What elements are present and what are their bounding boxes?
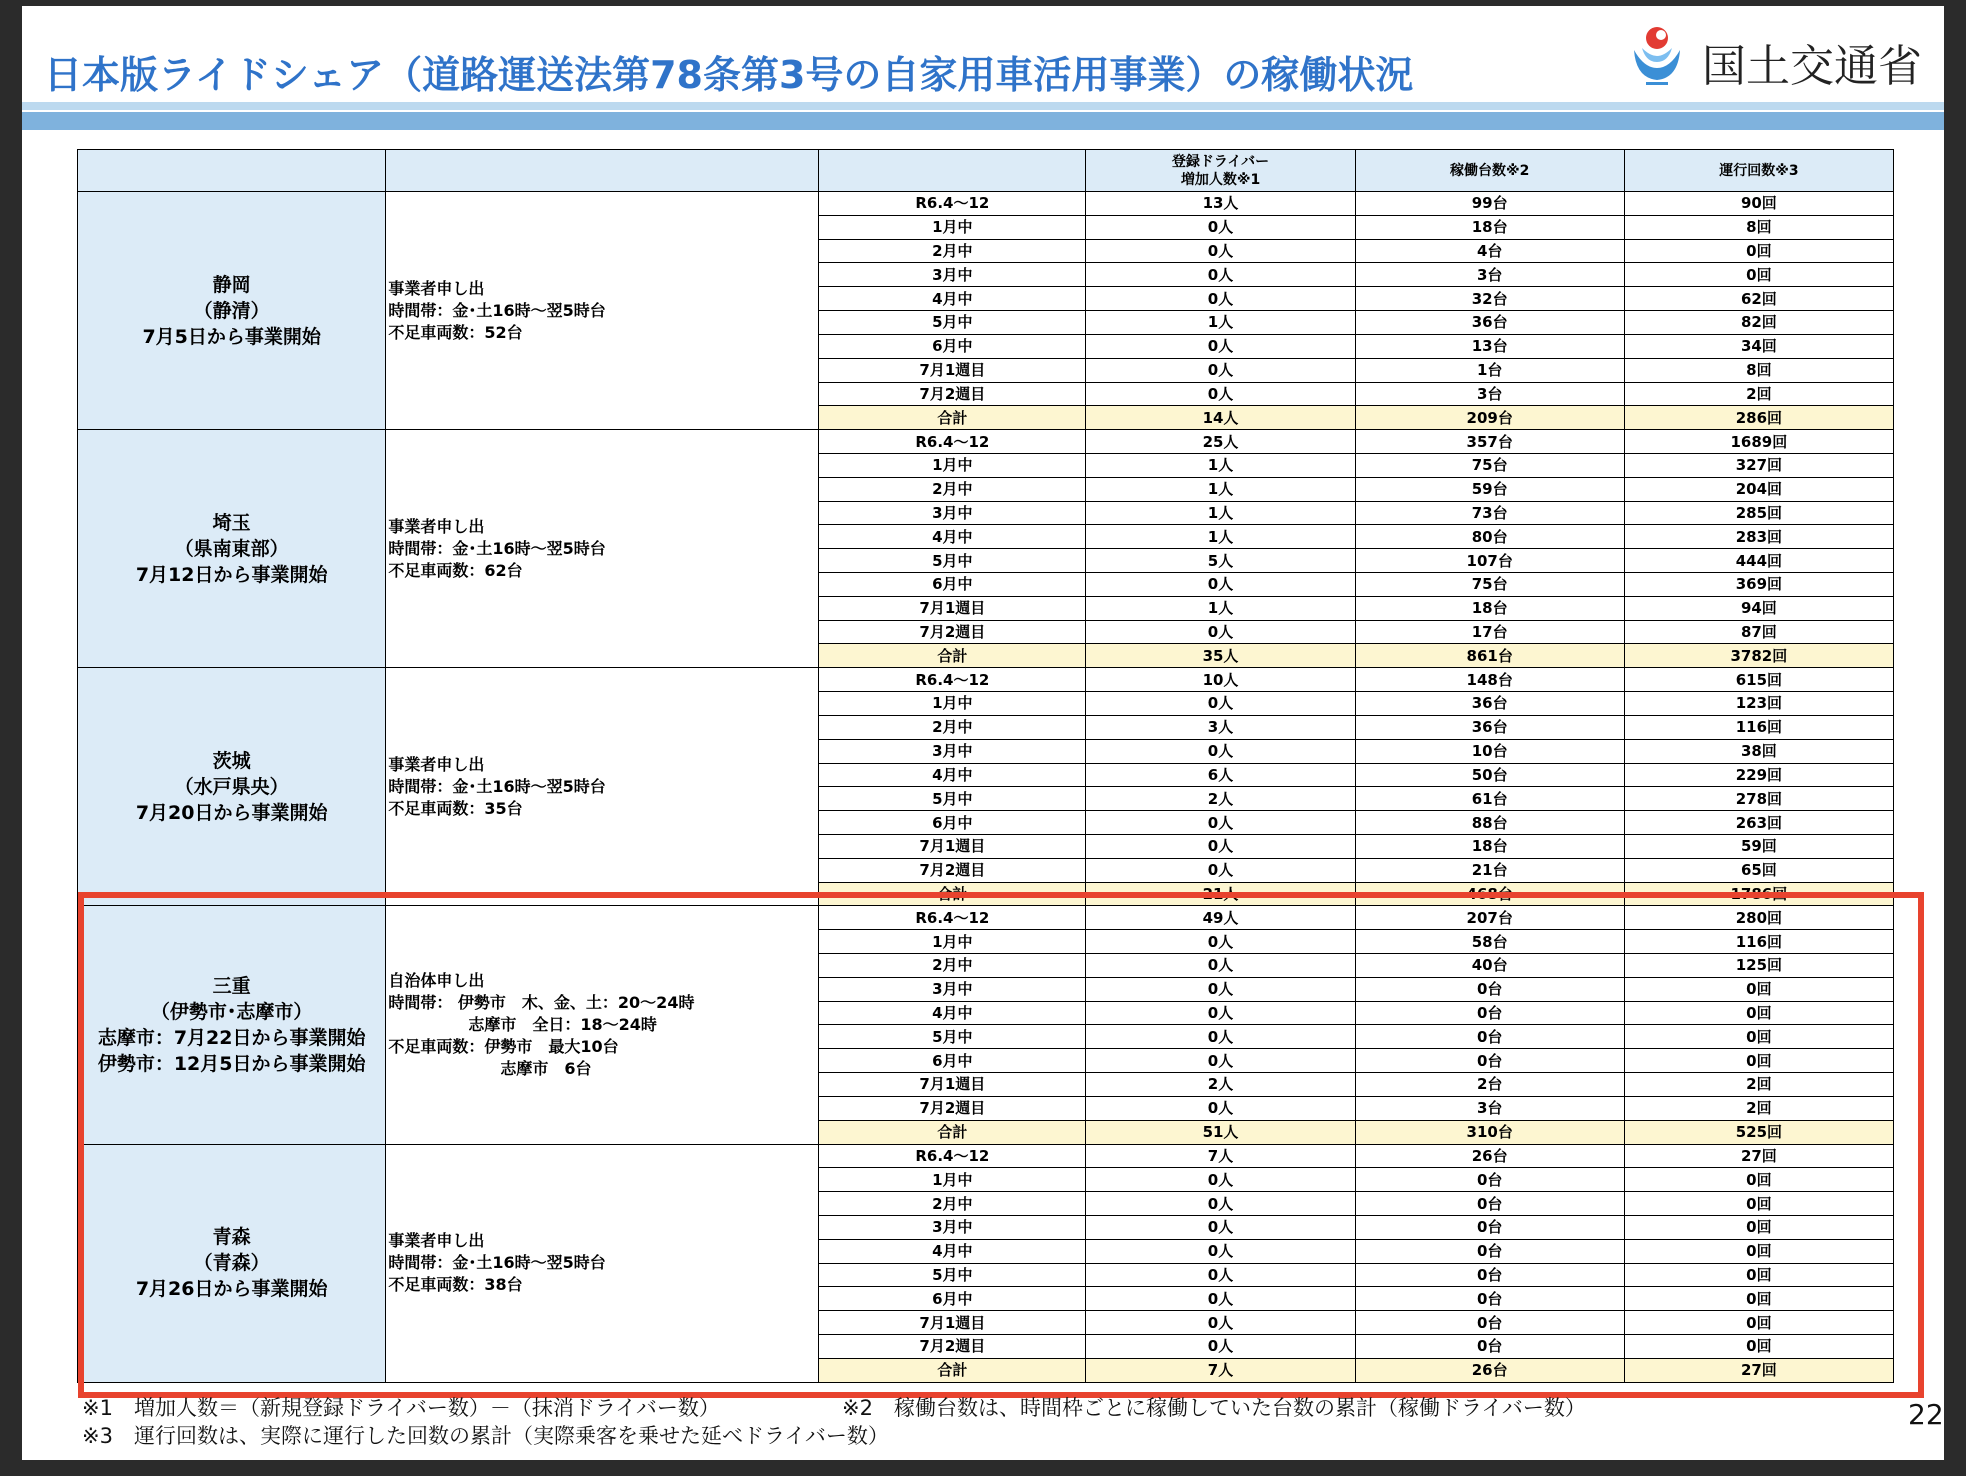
vehicles-cell: 0台 [1355,1263,1624,1287]
vehicles-cell: 73台 [1355,501,1624,525]
header-cell [386,150,819,192]
period-label: 7月2週目 [819,1335,1086,1359]
period-label: 5月中 [819,1263,1086,1287]
header-drivers: 登録ドライバー 増加人数※1 [1086,150,1355,192]
period-label: 6月中 [819,811,1086,835]
region-name-line: 7月20日から事業開始 [135,801,328,824]
vehicles-cell: 36台 [1355,692,1624,716]
period-label: 5月中 [819,1025,1086,1049]
period-label: 4月中 [819,763,1086,787]
region-name-line: 7月12日から事業開始 [135,563,328,586]
region-description: 事業者申し出 時間帯：金･土16時～翌5時台 不足車両数：38台 [386,1144,819,1383]
trips-cell: 0回 [1624,1001,1893,1025]
period-label: 6月中 [819,334,1086,358]
period-label: 1月中 [819,692,1086,716]
period-label: 1月中 [819,215,1086,239]
drivers-cell: 0人 [1086,287,1355,311]
vehicles-cell: 209台 [1355,406,1624,430]
region-name-line: （青森） [193,1252,270,1275]
vehicles-cell: 148台 [1355,668,1624,692]
vehicles-cell: 59台 [1355,477,1624,501]
drivers-cell: 10人 [1086,668,1355,692]
drivers-cell: 1人 [1086,525,1355,549]
region-name-line: （県南東部） [174,537,289,560]
vehicles-cell: 0台 [1355,1239,1624,1263]
period-label: 7月1週目 [819,1073,1086,1097]
vehicles-cell: 3台 [1355,263,1624,287]
table-row [78,192,1894,216]
drivers-cell: 0人 [1086,573,1355,597]
period-label: 2月中 [819,954,1086,978]
period-label: 4月中 [819,287,1086,311]
drivers-cell: 0人 [1086,811,1355,835]
period-label: 2月中 [819,715,1086,739]
page-number: 22 [1908,1398,1944,1431]
mlit-logo-icon [1626,20,1688,86]
trips-cell: 27回 [1624,1144,1893,1168]
table-row [78,906,1894,930]
vehicles-cell: 0台 [1355,1168,1624,1192]
region-name-line: 青森 [212,1226,251,1249]
period-label: 4月中 [819,525,1086,549]
drivers-cell: 51人 [1086,1120,1355,1144]
region-name-line: 三重 [212,974,251,997]
period-label: 1月中 [819,453,1086,477]
period-label: R6.4～12 [819,668,1086,692]
trips-cell: 0回 [1624,1239,1893,1263]
vehicles-cell: 75台 [1355,453,1624,477]
vehicles-cell: 18台 [1355,834,1624,858]
region-description: 自治体申し出 時間帯： 伊勢市 木、金、土：20～24時 志摩市 全日：18～24時 不足車両数：伊勢市 最大10台 志摩市 6台 [386,906,819,1144]
vehicles-cell: 18台 [1355,596,1624,620]
trips-cell: 87回 [1624,620,1893,644]
trips-cell: 90回 [1624,192,1893,216]
trips-cell: 2回 [1624,382,1893,406]
trips-cell: 204回 [1624,477,1893,501]
trips-cell: 3782回 [1624,644,1893,668]
trips-cell: 286回 [1624,406,1893,430]
vehicles-cell: 10台 [1355,739,1624,763]
trips-cell: 263回 [1624,811,1893,835]
trips-cell: 123回 [1624,692,1893,716]
trips-cell: 0回 [1624,1049,1893,1073]
vehicles-cell: 3台 [1355,382,1624,406]
trips-cell: 285回 [1624,501,1893,525]
drivers-cell: 0人 [1086,1168,1355,1192]
vehicles-cell: 310台 [1355,1120,1624,1144]
region-cell [78,906,386,1144]
trips-cell: 1786回 [1624,882,1893,906]
vehicles-cell: 26台 [1355,1144,1624,1168]
footnote-3: ※3 運行回数は、実際に運行した回数の累計（実際乗客を乗せた延べドライバー数） [82,1424,889,1448]
trips-cell: 0回 [1624,1263,1893,1287]
vehicles-cell: 0台 [1355,1001,1624,1025]
vehicles-cell: 50台 [1355,763,1624,787]
vehicles-cell: 4台 [1355,239,1624,263]
vehicles-cell: 468台 [1355,882,1624,906]
vehicles-cell: 1台 [1355,358,1624,382]
period-label: 3月中 [819,1215,1086,1239]
region-name-line: 伊勢市：12月5日から事業開始 [97,1052,366,1075]
drivers-cell: 21人 [1086,882,1355,906]
region-description: 事業者申し出 時間帯：金･土16時～翌5時台 不足車両数：62台 [386,430,819,668]
period-label: 7月2週目 [819,382,1086,406]
vehicles-cell: 26台 [1355,1358,1624,1382]
vehicles-cell: 17台 [1355,620,1624,644]
drivers-cell: 0人 [1086,239,1355,263]
footnote-2: ※2 稼働台数は、時間枠ごとに稼働していた台数の累計（稼働ドライバー数） [842,1396,1586,1420]
drivers-cell: 2人 [1086,787,1355,811]
region-description: 事業者申し出 時間帯：金･土16時～翌5時台 不足車両数：35台 [386,668,819,906]
drivers-cell: 0人 [1086,215,1355,239]
vehicles-cell: 207台 [1355,906,1624,930]
drivers-cell: 0人 [1086,620,1355,644]
trips-cell: 59回 [1624,834,1893,858]
footnote-1: ※1 増加人数＝（新規登録ドライバー数）－（抹消ドライバー数） [82,1396,720,1420]
vehicles-cell: 36台 [1355,715,1624,739]
vehicles-cell: 0台 [1355,1215,1624,1239]
trips-cell: 278回 [1624,787,1893,811]
trips-cell: 0回 [1624,263,1893,287]
drivers-cell: 7人 [1086,1144,1355,1168]
region-name-line: 茨城 [212,749,251,772]
period-label: 7月1週目 [819,1311,1086,1335]
drivers-cell: 0人 [1086,1215,1355,1239]
region-name-line: （伊勢市･志摩市） [150,1000,313,1023]
trips-cell: 34回 [1624,334,1893,358]
vehicles-cell: 0台 [1355,1192,1624,1216]
period-label: 2月中 [819,239,1086,263]
vehicles-cell: 0台 [1355,1049,1624,1073]
vehicles-cell: 88台 [1355,811,1624,835]
drivers-cell: 49人 [1086,906,1355,930]
period-label: 合計 [819,406,1086,430]
drivers-cell: 0人 [1086,977,1355,1001]
period-label: 合計 [819,882,1086,906]
trips-cell: 0回 [1624,977,1893,1001]
drivers-cell: 0人 [1086,930,1355,954]
trips-cell: 94回 [1624,596,1893,620]
period-label: R6.4～12 [819,1144,1086,1168]
vehicles-cell: 357台 [1355,430,1624,454]
drivers-cell: 0人 [1086,1287,1355,1311]
trips-cell: 369回 [1624,573,1893,597]
vehicles-cell: 0台 [1355,1287,1624,1311]
trips-cell: 65回 [1624,858,1893,882]
ministry-logo-text: 国土交通省 [1702,41,1922,92]
vehicles-cell: 0台 [1355,1335,1624,1359]
drivers-cell: 0人 [1086,263,1355,287]
trips-cell: 615回 [1624,668,1893,692]
region-name-line: 静岡 [212,273,251,296]
header-row [78,150,1894,192]
vehicles-cell: 861台 [1355,644,1624,668]
drivers-cell: 0人 [1086,834,1355,858]
table-row [78,430,1894,454]
period-label: 4月中 [819,1239,1086,1263]
drivers-cell: 25人 [1086,430,1355,454]
period-label: 1月中 [819,1168,1086,1192]
region-name-line: （静清） [193,299,270,322]
header-cell [78,150,386,192]
region-cell [78,1144,386,1383]
vehicles-cell: 0台 [1355,1025,1624,1049]
region-name-line: （水戸県央） [174,775,289,798]
trips-cell: 27回 [1624,1358,1893,1382]
trips-cell: 0回 [1624,239,1893,263]
header-trips: 運行回数※3 [1624,150,1893,192]
region-name-line: 志摩市：7月22日から事業開始 [97,1026,366,1049]
period-label: 6月中 [819,573,1086,597]
trips-cell: 125回 [1624,954,1893,978]
period-label: 3月中 [819,263,1086,287]
drivers-cell: 1人 [1086,596,1355,620]
drivers-cell: 1人 [1086,477,1355,501]
period-label: 合計 [819,1358,1086,1382]
trips-cell: 0回 [1624,1335,1893,1359]
drivers-cell: 0人 [1086,1239,1355,1263]
trips-cell: 0回 [1624,1287,1893,1311]
period-label: 7月1週目 [819,834,1086,858]
drivers-cell: 0人 [1086,358,1355,382]
drivers-cell: 13人 [1086,192,1355,216]
trips-cell: 327回 [1624,453,1893,477]
vehicles-cell: 80台 [1355,525,1624,549]
drivers-cell: 3人 [1086,715,1355,739]
period-label: 2月中 [819,1192,1086,1216]
vehicles-cell: 107台 [1355,549,1624,573]
drivers-cell: 1人 [1086,453,1355,477]
drivers-cell: 0人 [1086,1025,1355,1049]
period-label: 4月中 [819,1001,1086,1025]
trips-cell: 8回 [1624,358,1893,382]
period-label: R6.4～12 [819,192,1086,216]
period-label: 3月中 [819,977,1086,1001]
period-label: 7月2週目 [819,858,1086,882]
period-label: 7月2週目 [819,620,1086,644]
drivers-cell: 14人 [1086,406,1355,430]
drivers-cell: 7人 [1086,1358,1355,1382]
period-label: 2月中 [819,477,1086,501]
trips-cell: 283回 [1624,525,1893,549]
trips-cell: 0回 [1624,1168,1893,1192]
period-label: 3月中 [819,501,1086,525]
slide [22,6,1944,1460]
period-label: 5月中 [819,311,1086,335]
drivers-cell: 0人 [1086,334,1355,358]
period-label: 7月2週目 [819,1096,1086,1120]
header-vehicles: 稼働台数※2 [1355,150,1624,192]
trips-cell: 0回 [1624,1215,1893,1239]
drivers-cell: 6人 [1086,763,1355,787]
region-description: 事業者申し出 時間帯：金･土16時～翌5時台 不足車両数：52台 [386,192,819,430]
drivers-cell: 0人 [1086,739,1355,763]
period-label: 6月中 [819,1287,1086,1311]
title-rule [22,102,1944,110]
drivers-cell: 0人 [1086,1001,1355,1025]
header-cell [819,150,1086,192]
period-label: R6.4～12 [819,430,1086,454]
trips-cell: 116回 [1624,715,1893,739]
period-label: 合計 [819,1120,1086,1144]
drivers-cell: 0人 [1086,1263,1355,1287]
drivers-cell: 0人 [1086,692,1355,716]
drivers-cell: 0人 [1086,1311,1355,1335]
drivers-cell: 5人 [1086,549,1355,573]
drivers-cell: 0人 [1086,954,1355,978]
drivers-cell: 0人 [1086,1049,1355,1073]
drivers-cell: 0人 [1086,1335,1355,1359]
period-label: 7月1週目 [819,358,1086,382]
vehicles-cell: 0台 [1355,1311,1624,1335]
trips-cell: 0回 [1624,1311,1893,1335]
region-cell [78,430,386,668]
region-name-line: 埼玉 [212,511,251,534]
period-label: 7月1週目 [819,596,1086,620]
region-cell [78,192,386,430]
vehicles-cell: 58台 [1355,930,1624,954]
period-label: 1月中 [819,930,1086,954]
trips-cell: 82回 [1624,311,1893,335]
trips-cell: 62回 [1624,287,1893,311]
period-label: 5月中 [819,549,1086,573]
drivers-cell: 0人 [1086,1192,1355,1216]
trips-cell: 2回 [1624,1073,1893,1097]
ride-share-status-table [77,149,1894,1383]
trips-cell: 229回 [1624,763,1893,787]
trips-cell: 444回 [1624,549,1893,573]
period-label: 合計 [819,644,1086,668]
vehicles-cell: 32台 [1355,287,1624,311]
trips-cell: 2回 [1624,1096,1893,1120]
table-row [78,1144,1894,1168]
vehicles-cell: 36台 [1355,311,1624,335]
trips-cell: 8回 [1624,215,1893,239]
trips-cell: 38回 [1624,739,1893,763]
vehicles-cell: 13台 [1355,334,1624,358]
region-cell [78,668,386,906]
table-row [78,668,1894,692]
trips-cell: 116回 [1624,930,1893,954]
period-label: 3月中 [819,739,1086,763]
vehicles-cell: 3台 [1355,1096,1624,1120]
trips-cell: 280回 [1624,906,1893,930]
drivers-cell: 0人 [1086,858,1355,882]
page-title: 日本版ライドシェア（道路運送法第78条第3号の自家用車活用事業）の稼働状況 [44,53,1414,97]
trips-cell: 0回 [1624,1025,1893,1049]
vehicles-cell: 75台 [1355,573,1624,597]
vehicles-cell: 2台 [1355,1073,1624,1097]
vehicles-cell: 21台 [1355,858,1624,882]
drivers-cell: 1人 [1086,501,1355,525]
title-band [22,112,1944,130]
vehicles-cell: 18台 [1355,215,1624,239]
drivers-cell: 0人 [1086,382,1355,406]
trips-cell: 0回 [1624,1192,1893,1216]
period-label: R6.4～12 [819,906,1086,930]
drivers-cell: 0人 [1086,1096,1355,1120]
vehicles-cell: 0台 [1355,977,1624,1001]
drivers-cell: 2人 [1086,1073,1355,1097]
trips-cell: 1689回 [1624,430,1893,454]
drivers-cell: 1人 [1086,311,1355,335]
period-label: 6月中 [819,1049,1086,1073]
vehicles-cell: 61台 [1355,787,1624,811]
drivers-cell: 35人 [1086,644,1355,668]
region-name-line: 7月26日から事業開始 [135,1278,328,1301]
region-name-line: 7月5日から事業開始 [142,325,321,348]
trips-cell: 525回 [1624,1120,1893,1144]
period-label: 5月中 [819,787,1086,811]
vehicles-cell: 40台 [1355,954,1624,978]
vehicles-cell: 99台 [1355,192,1624,216]
